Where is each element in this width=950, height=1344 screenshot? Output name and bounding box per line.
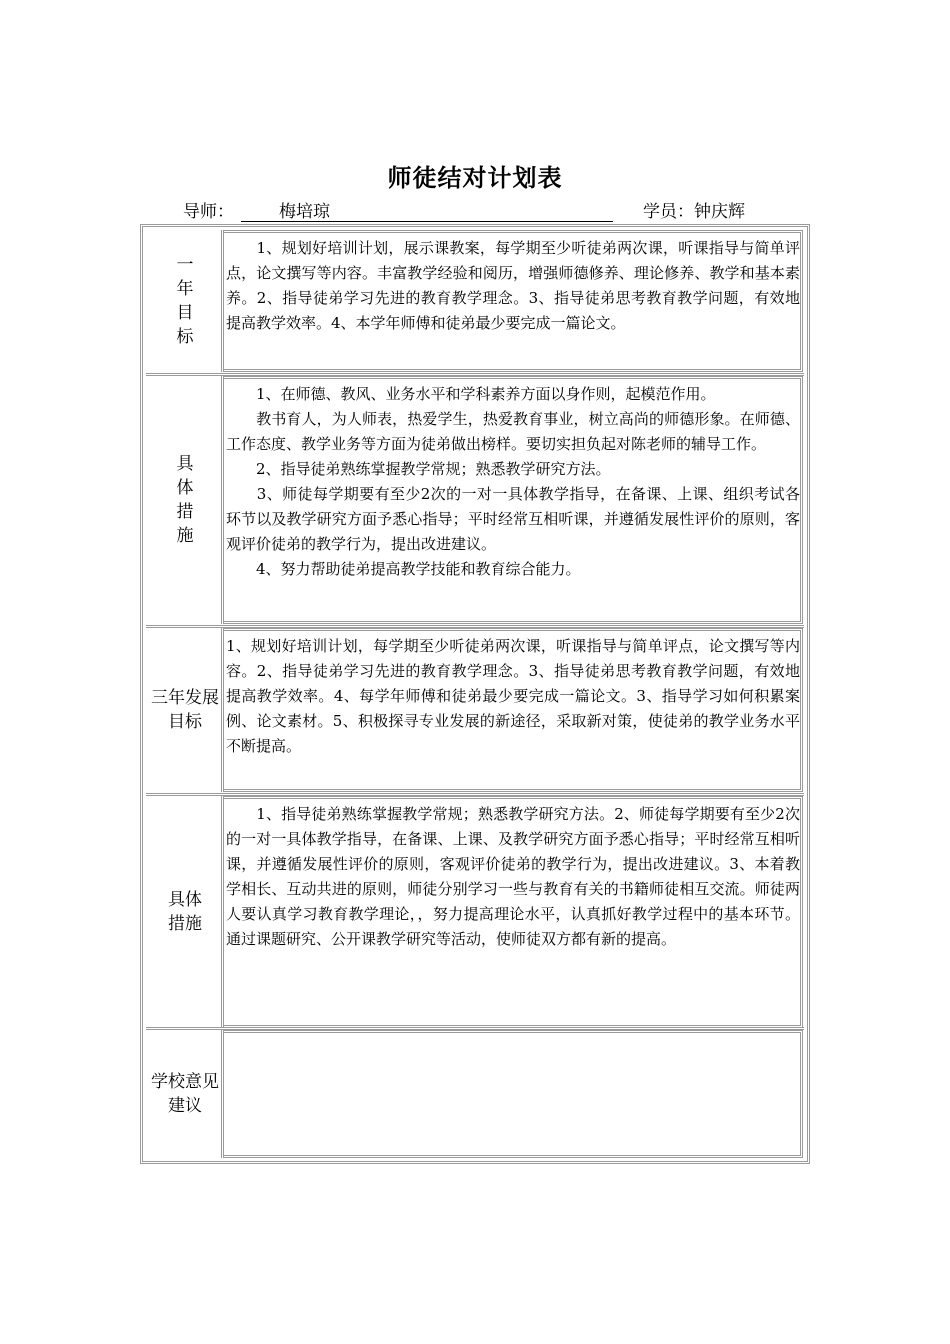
- row-label-text: 一 年 目 标: [176, 255, 194, 347]
- row-label: [149, 376, 224, 624]
- row-label-text: 具 体 措 施: [176, 454, 194, 546]
- row-specific-measures: [143, 376, 807, 624]
- row-label: [149, 230, 224, 372]
- row-content: [224, 628, 803, 792]
- row-label-text: 三年发展 目标: [151, 688, 219, 732]
- content-paragraph: 2、指导徒弟熟练掌握教学常规；熟悉教学研究方法。: [226, 460, 611, 478]
- row-one-year-goal: [143, 230, 807, 372]
- row-label-text: 学校意见 建议: [151, 1072, 219, 1116]
- teacher-name: 梅培琼: [279, 202, 330, 222]
- row-label: [149, 628, 224, 792]
- row-school-opinion: [143, 1030, 807, 1158]
- row-label: [149, 1030, 224, 1158]
- content-paragraph: 1、在师德、教风、业务水平和学科素养方面以身作则，起模范作用。: [226, 385, 716, 403]
- page-title: 师徒结对计划表: [387, 164, 563, 192]
- row-measures-2: [143, 796, 807, 1028]
- content-paragraph: 1、规划好培训计划，展示课教案，每学期至少听徒弟两次课，听课指导与简单评点，论文撰写等内容。丰富教学经验和阅历，增强师德修养、理论修养、教学和基本素养。2、指导徒弟学习先进的教育教学理念。3、指导徒弟思考教育教学问题，有效地提高教学效率。4、本学年师傅和徒弟最少要完成一篇论文。: [226, 239, 800, 332]
- row-three-year-goal: [143, 628, 807, 792]
- content-paragraph: 1、规划好培训计划，每学期至少听徒弟两次课，听课指导与简单评点，论文撰写等内容。2、指导徒弟学习先进的教育教学理念。3、指导徒弟思考教育教学问题，有效地提高教学效率。4、每学年师傅和徒弟最少要完成一篇论文。3、指导学习如何积累案例、论文素材。5、积极探寻专业发展的新途径，采取新对策，使徒弟的教学业务水平不断提高。: [226, 637, 800, 755]
- plan-table: [140, 224, 810, 1164]
- student-label: 学员：钟庆辉: [643, 202, 745, 222]
- row-content: [224, 796, 803, 1028]
- row-content: [224, 376, 803, 624]
- row-label-text: 具体 措施: [168, 890, 202, 934]
- header-line: [183, 200, 763, 224]
- row-label: [149, 796, 224, 1028]
- content-paragraph: 1、指导徒弟熟练掌握教学常规；熟悉教学研究方法。2、师徒每学期要有至少2次的一对一具体教学指导，在备课、上课、及教学研究方面予悉心指导；平时经常互相听课，并遵循发展性评价的原则，客观评价徒弟的教学行为，提出改进建议。3、本着教学相长、互动共进的原则，师徒分别学习一些与教育有关的书籍师徒相互交流。师徒两人要认真学习教育教学理论，，努力提高理论水平，认真抓好教学过程中的基本环节。通过课题研究、公开课教学研究等活动，使师徒双方都有新的提高。: [226, 805, 800, 948]
- row-content: [224, 1030, 803, 1158]
- content-paragraph: 教书育人，为人师表，热爱学生，热爱教育事业，树立高尚的师德形象。在师德、工作态度、教学业务等方面为徒弟做出榜样。要切实担负起对陈老师的辅导工作。: [226, 410, 800, 453]
- teacher-label: 导师：: [183, 202, 234, 222]
- content-paragraph: 4、努力帮助徒弟提高教学技能和教育综合能力。: [226, 560, 581, 578]
- content-paragraph: 3、师徒每学期要有至少2次的一对一具体教学指导，在备课、上课、组织考试各环节以及教学研究方面予悉心指导；平时经常互相听课，并遵循发展性评价的原则，客观评价徒弟的教学行为，提出改进建议。: [226, 485, 800, 553]
- row-content: [224, 230, 803, 372]
